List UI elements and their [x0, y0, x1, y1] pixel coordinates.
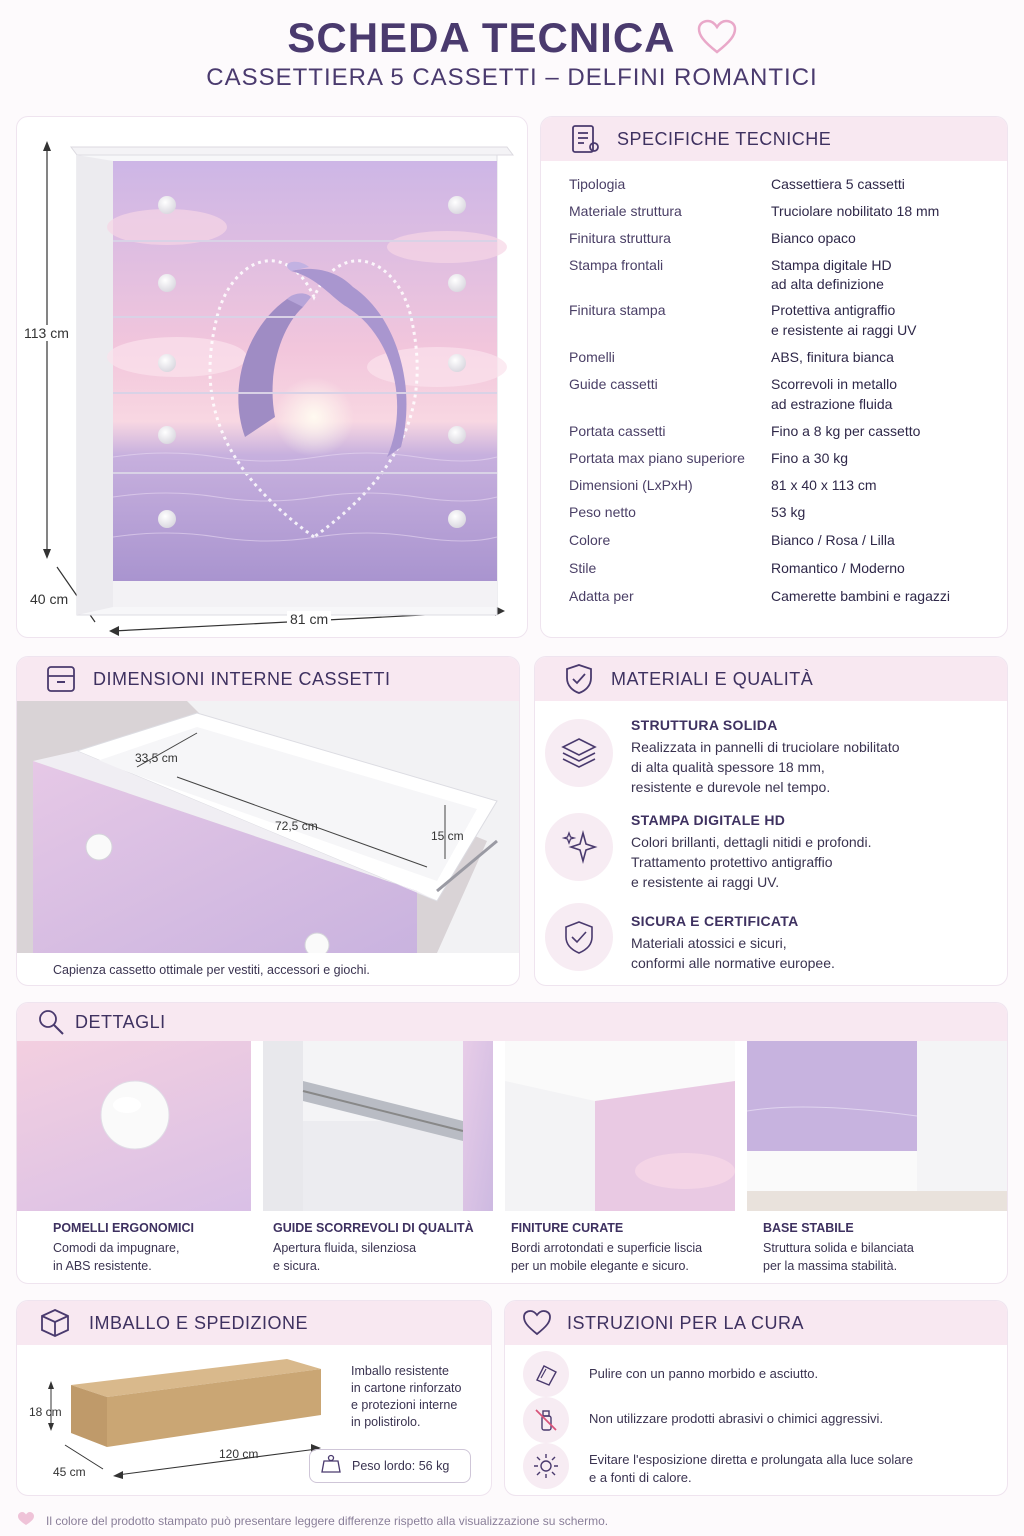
dresser-illustration: [17, 117, 528, 638]
shipping-line: Imballo resistente: [351, 1364, 449, 1378]
care-text: [589, 1451, 929, 1487]
spec-value: 53 kg: [771, 504, 806, 520]
sparkle-icon: [545, 813, 613, 881]
spec-value: Stampa digitale HD: [771, 257, 892, 273]
interior-depth: 33,5 cm: [135, 751, 178, 765]
interior-card: [16, 656, 520, 986]
shipping-line: in polistirolo.: [351, 1415, 421, 1429]
care-text: Pulire con un panno morbido e asciutto.: [589, 1366, 819, 1381]
detail-line: Apertura fluida, silenziosa: [273, 1241, 417, 1255]
shipping-line: in cartone rinforzato: [351, 1381, 462, 1395]
material-text: [631, 832, 1001, 892]
heart-filled-icon: [18, 1512, 34, 1529]
product-image-card: [16, 116, 528, 638]
package-icon: [35, 1307, 75, 1339]
material-line: Colori brillanti, dettagli nitidi e profondi.: [631, 834, 872, 850]
spec-key: Finitura stampa: [569, 302, 666, 318]
detail-title: GUIDE SCORREVOLI DI QUALITÀ: [273, 1221, 474, 1235]
spec-key: Colore: [569, 532, 611, 548]
knob-detail-image: [17, 1041, 251, 1211]
detail-title: POMELLI ERGONOMICI: [53, 1221, 194, 1235]
shield-check-icon: [559, 663, 599, 695]
weight-icon: [320, 1453, 342, 1480]
spec-key: Finitura struttura: [569, 230, 671, 246]
detail-title: BASE STABILE: [763, 1221, 854, 1235]
detail-text: [53, 1239, 273, 1275]
shipping-card: [16, 1300, 492, 1496]
material-title: STRUTTURA SOLIDA: [631, 717, 778, 733]
material-line: e resistente ai raggi UV.: [631, 874, 780, 890]
material-line: conformi alle normative europee.: [631, 955, 835, 971]
height-dimension: 113 cm: [21, 325, 72, 341]
materials-header: [535, 657, 1007, 701]
spec-value: Cassettiera 5 cassetti: [771, 176, 905, 192]
footer-text: Il colore del prodotto stampato può presentare leggere differenze rispetto alla visualizzazione su schermo.: [46, 1513, 609, 1528]
care-line: Evitare l'esposizione diretta e prolungata alla luce solare: [589, 1452, 914, 1467]
spec-key: Pomelli: [569, 349, 615, 365]
spec-value: 81 x 40 x 113 cm: [771, 477, 877, 493]
specs-title: SPECIFICHE TECNICHE: [617, 128, 832, 149]
detail-line: Bordi arrotondati e superficie liscia: [511, 1241, 703, 1255]
care-line: e a fonti di calore.: [589, 1470, 692, 1485]
detail-text: [511, 1239, 741, 1275]
materials-title: MATERIALI E QUALITÀ: [611, 668, 814, 689]
material-line: Trattamento protettivo antigraffio: [631, 854, 833, 870]
detail-line: e sicura.: [273, 1259, 321, 1273]
shipping-description: [351, 1363, 461, 1431]
spec-value: Camerette bambini e ragazzi: [771, 588, 950, 604]
detail-line: per la massima stabilità.: [763, 1259, 898, 1273]
shipping-header: [17, 1301, 491, 1345]
spec-value: Protettiva antigraffio: [771, 302, 896, 318]
care-card: [504, 1300, 1008, 1496]
spec-value: ABS, finitura bianca: [771, 349, 894, 365]
weight-badge: [309, 1449, 471, 1483]
no-spray-icon: [523, 1397, 569, 1443]
interior-height: 15 cm: [431, 829, 464, 843]
weight-text: Peso lordo: 56 kg: [352, 1459, 450, 1473]
specs-card: [540, 116, 1008, 638]
interior-caption: Capienza cassetto ottimale per vestiti, accessori e giochi.: [53, 963, 370, 977]
spec-key: Materiale struttura: [569, 203, 682, 219]
open-drawer-illustration: [17, 701, 520, 953]
sun-icon: [523, 1443, 569, 1489]
spec-key: Portata max piano superiore: [569, 450, 745, 466]
spec-key: Adatta per: [569, 588, 634, 604]
box-height: 18 cm: [29, 1405, 62, 1419]
shipping-title: IMBALLO E SPEDIZIONE: [89, 1312, 309, 1333]
detail-title: FINITURE CURATE: [511, 1221, 624, 1235]
finish-detail-image: [505, 1041, 735, 1211]
spec-sheet-icon: [565, 123, 605, 155]
shipping-line: e protezioni interne: [351, 1398, 458, 1412]
spec-value-cont: ad alta definizione: [771, 276, 884, 292]
spec-key: Portata cassetti: [569, 423, 666, 439]
box-length: 120 cm: [219, 1447, 259, 1461]
spec-key: Stampa frontali: [569, 257, 664, 273]
base-detail-image: [747, 1041, 1008, 1211]
shield-check-icon: [545, 903, 613, 971]
spec-value: Fino a 8 kg per cassetto: [771, 423, 921, 439]
spec-value: Scorrevoli in metallo: [771, 376, 898, 392]
material-title: STAMPA DIGITALE HD: [631, 812, 786, 828]
cloth-hand-icon: [523, 1351, 569, 1397]
material-line: di alta qualità spessore 18 mm,: [631, 759, 825, 775]
material-text: [631, 737, 1001, 797]
width-dimension: 81 cm: [287, 611, 331, 627]
material-line: resistente e durevole nel tempo.: [631, 779, 831, 795]
care-title: ISTRUZIONI PER LA CURA: [567, 1312, 805, 1333]
care-header: [505, 1301, 1007, 1345]
heart-outline-icon: [697, 17, 737, 65]
spec-value: Bianco / Rosa / Lilla: [771, 532, 895, 548]
detail-line: Struttura solida e bilanciata: [763, 1241, 914, 1255]
spec-value: Bianco opaco: [771, 230, 856, 246]
interior-title: DIMENSIONI INTERNE CASSETTI: [93, 668, 391, 689]
material-text: [631, 933, 1001, 973]
detail-line: in ABS resistente.: [53, 1259, 152, 1273]
spec-key: Dimensioni (LxPxH): [569, 477, 693, 493]
detail-images: [17, 1041, 1008, 1211]
page-title: [0, 14, 1024, 65]
spec-value-cont: ad estrazione fluida: [771, 396, 893, 412]
details-title: DETTAGLI: [75, 1011, 166, 1032]
details-card: [16, 1002, 1008, 1284]
details-header: [17, 1003, 1007, 1041]
box-depth: 45 cm: [53, 1465, 86, 1479]
spec-key: Peso netto: [569, 504, 636, 520]
materials-card: [534, 656, 1008, 986]
care-text: Non utilizzare prodotti abrasivi o chimici aggressivi.: [589, 1411, 884, 1426]
spec-value-cont: e resistente ai raggi UV: [771, 322, 917, 338]
footer-note: [18, 1512, 608, 1529]
spec-key: Tipologia: [569, 176, 626, 192]
layers-icon: [545, 719, 613, 787]
material-title: SICURA E CERTIFICATA: [631, 913, 799, 929]
material-line: Materiali atossici e sicuri,: [631, 935, 787, 951]
interior-header: [17, 657, 519, 701]
spec-value: Romantico / Moderno: [771, 560, 905, 576]
depth-dimension: 40 cm: [27, 591, 71, 607]
detail-text: [763, 1239, 983, 1275]
spec-value: Fino a 30 kg: [771, 450, 849, 466]
detail-line: per un mobile elegante e sicuro.: [511, 1259, 689, 1273]
drawer-icon: [41, 663, 81, 695]
magnifier-icon: [31, 1006, 71, 1038]
title-text: SCHEDA TECNICA: [287, 14, 674, 61]
heart-outline-icon: [517, 1307, 557, 1339]
detail-text: [273, 1239, 493, 1275]
spec-key: Guide cassetti: [569, 376, 658, 392]
detail-line: Comodi da impugnare,: [53, 1241, 180, 1255]
page-subtitle: CASSETTIERA 5 CASSETTI – DELFINI ROMANTICI: [206, 64, 818, 91]
spec-key: Stile: [569, 560, 597, 576]
spec-value: Truciolare nobilitato 18 mm: [771, 203, 940, 219]
specs-header: [541, 117, 1007, 161]
slide-rail-detail-image: [263, 1041, 493, 1211]
interior-length: 72,5 cm: [275, 819, 318, 833]
material-line: Realizzata in pannelli di truciolare nobilitato: [631, 739, 900, 755]
